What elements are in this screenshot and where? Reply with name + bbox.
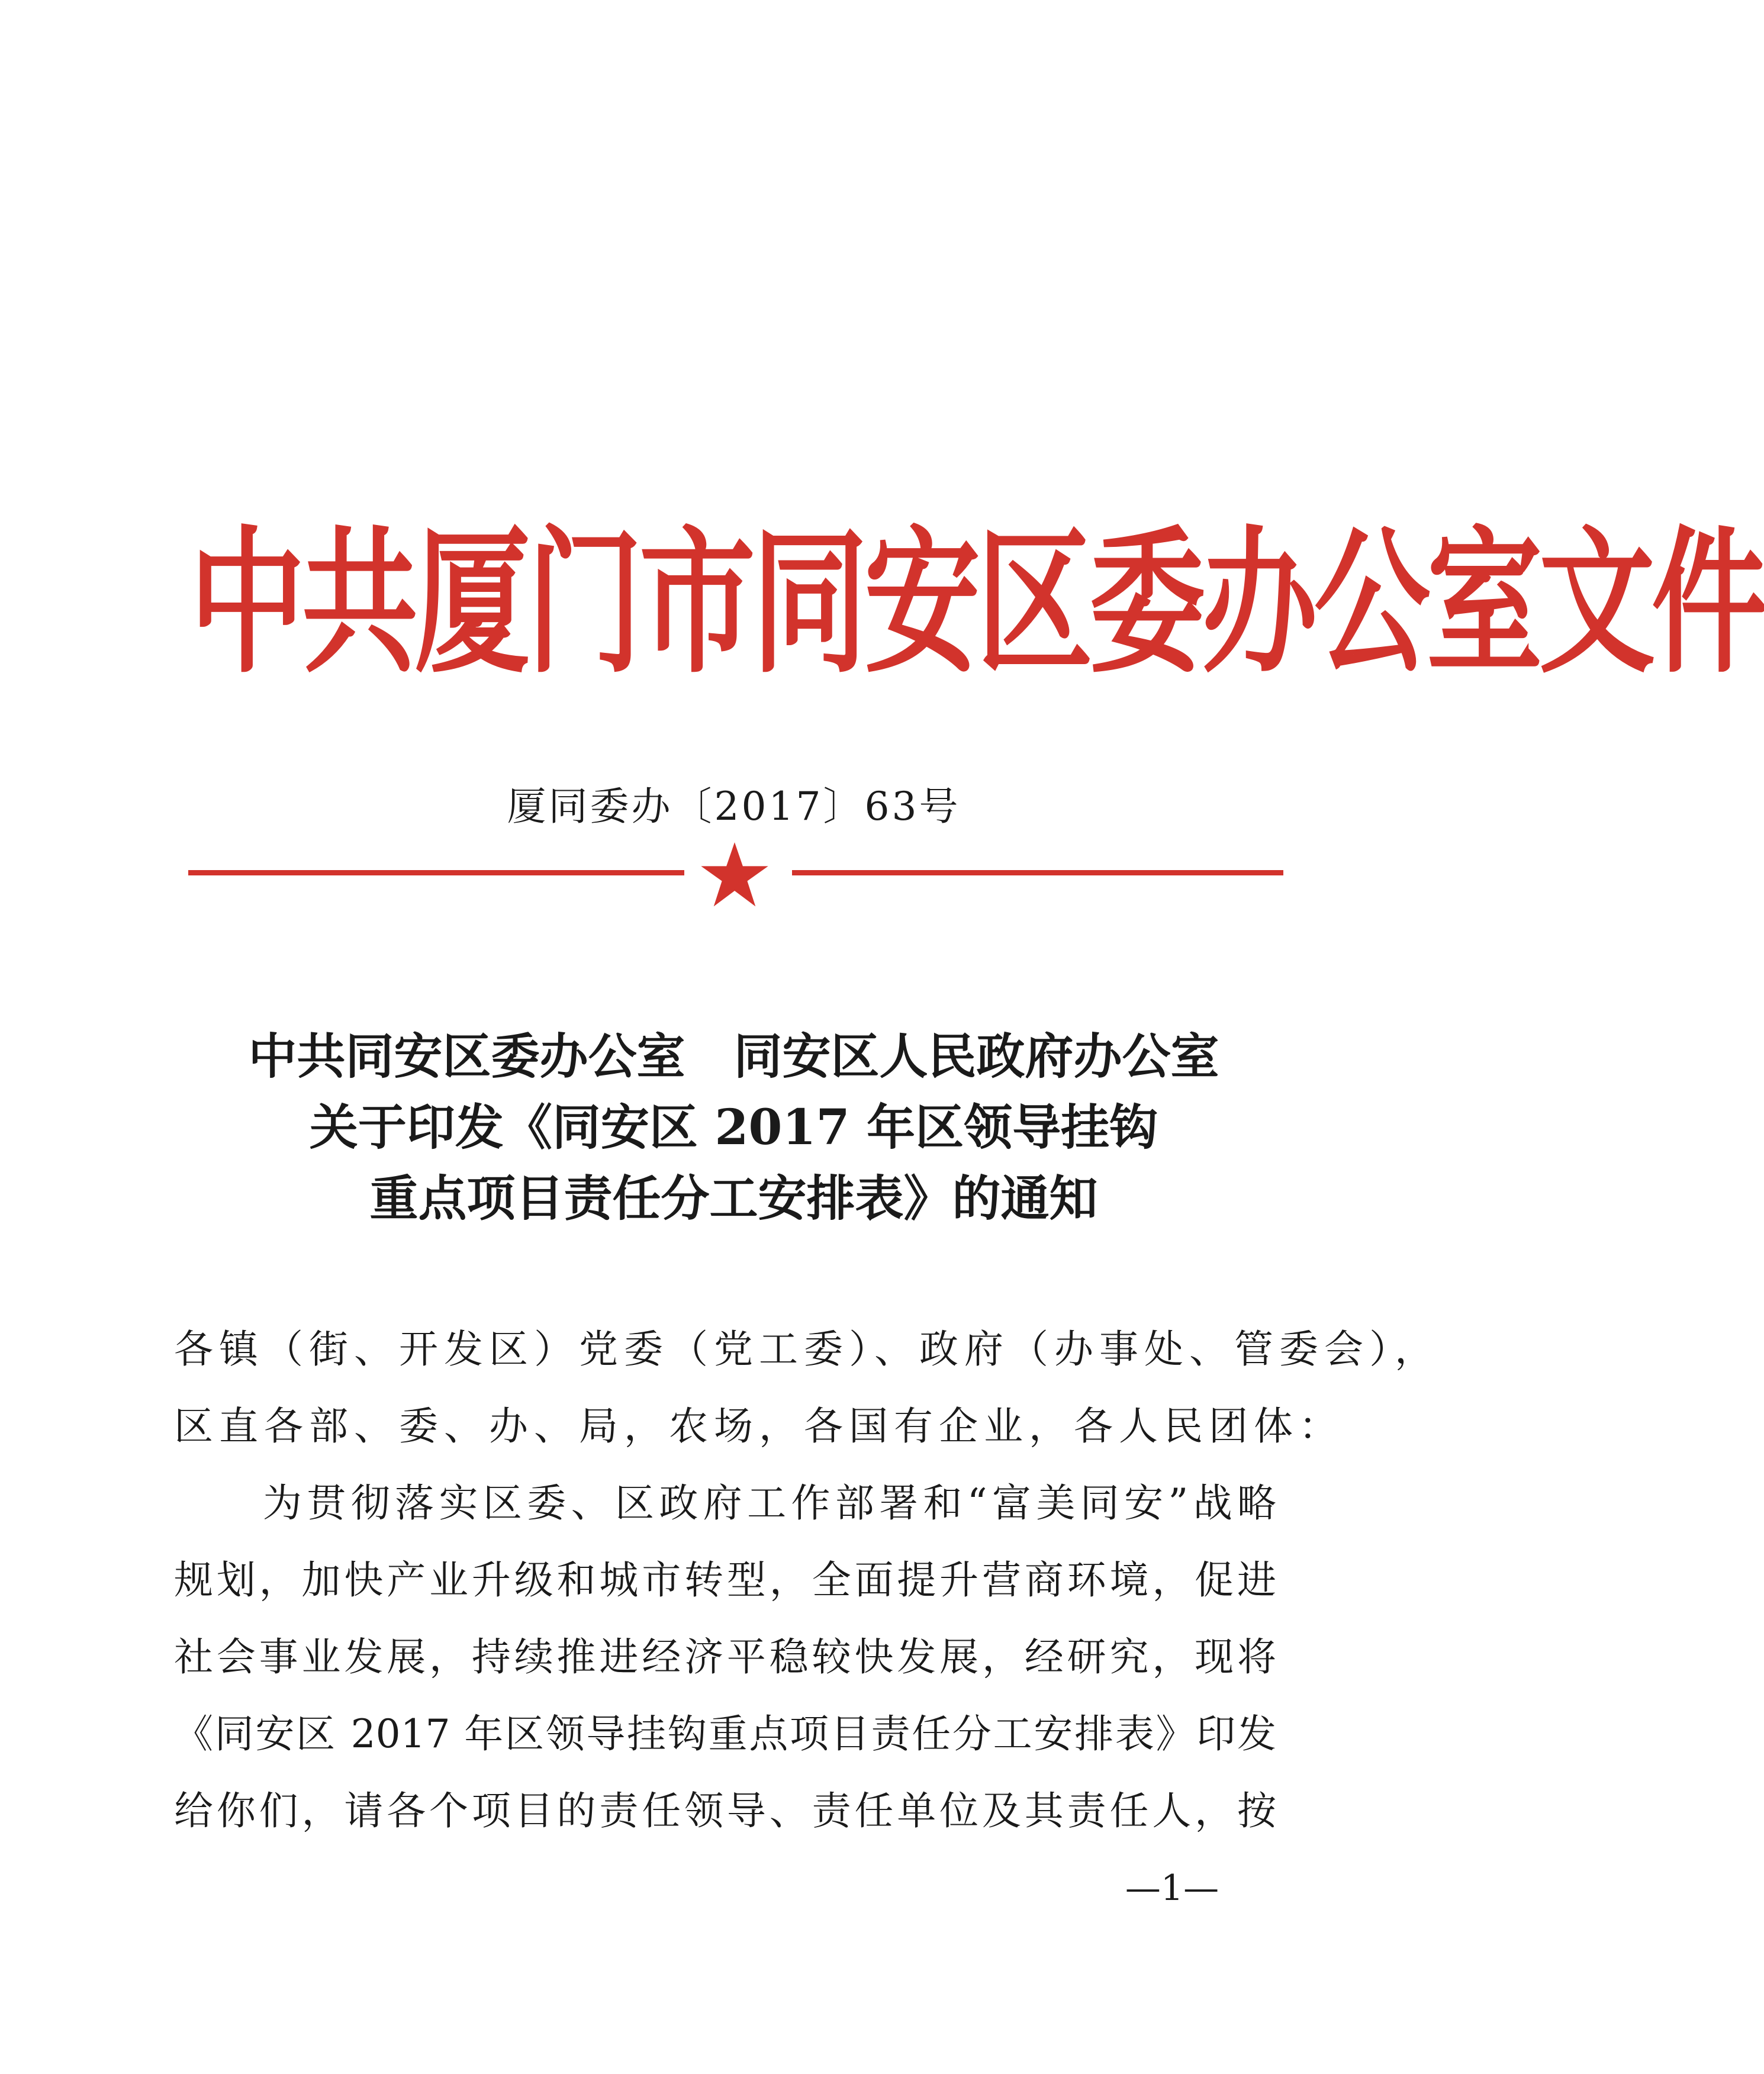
document-number: 厦同委办〔2017〕63号 — [507, 784, 961, 829]
body-paragraph-line-1: 为贯彻落实区委、区政府工作部署和“富美同安”战略 — [263, 1480, 1276, 1526]
addressee-line-2: 区直各部、委、办、局，农场，各国有企业，各人民团体： — [174, 1403, 1344, 1449]
red-rule-left — [188, 870, 684, 875]
red-rule-right — [792, 870, 1283, 875]
notice-title-line-3: 重点项目责任分工安排表》的通知 — [369, 1170, 1098, 1227]
notice-title-line-1: 中共同安区委办公室 同安区人民政府办公室 — [248, 1028, 1219, 1085]
body-paragraph-line-4: 《同安区 2017 年区领导挂钩重点项目责任分工安排表》印发 — [174, 1711, 1276, 1757]
body-paragraph-line-2: 规划，加快产业升级和城市转型，全面提升营商环境，促进 — [174, 1557, 1276, 1603]
addressee-line-1: 各镇（街、开发区）党委（党工委）、政府（办事处、管委会）， — [174, 1326, 1440, 1372]
body-paragraph-line-5: 给你们，请各个项目的责任领导、责任单位及其责任人，按 — [174, 1788, 1276, 1834]
notice-title-line-2: 关于印发《同安区 2017 年区领导挂钩 — [309, 1099, 1158, 1156]
body-paragraph-line-3: 社会事业发展，持续推进经济平稳较快发展，经研究，现将 — [174, 1634, 1276, 1680]
document-header-title: 中共厦门市同安区委办公室文件 — [189, 513, 1764, 695]
page-number: —1— — [1125, 1867, 1219, 1909]
red-star-icon — [697, 839, 772, 914]
